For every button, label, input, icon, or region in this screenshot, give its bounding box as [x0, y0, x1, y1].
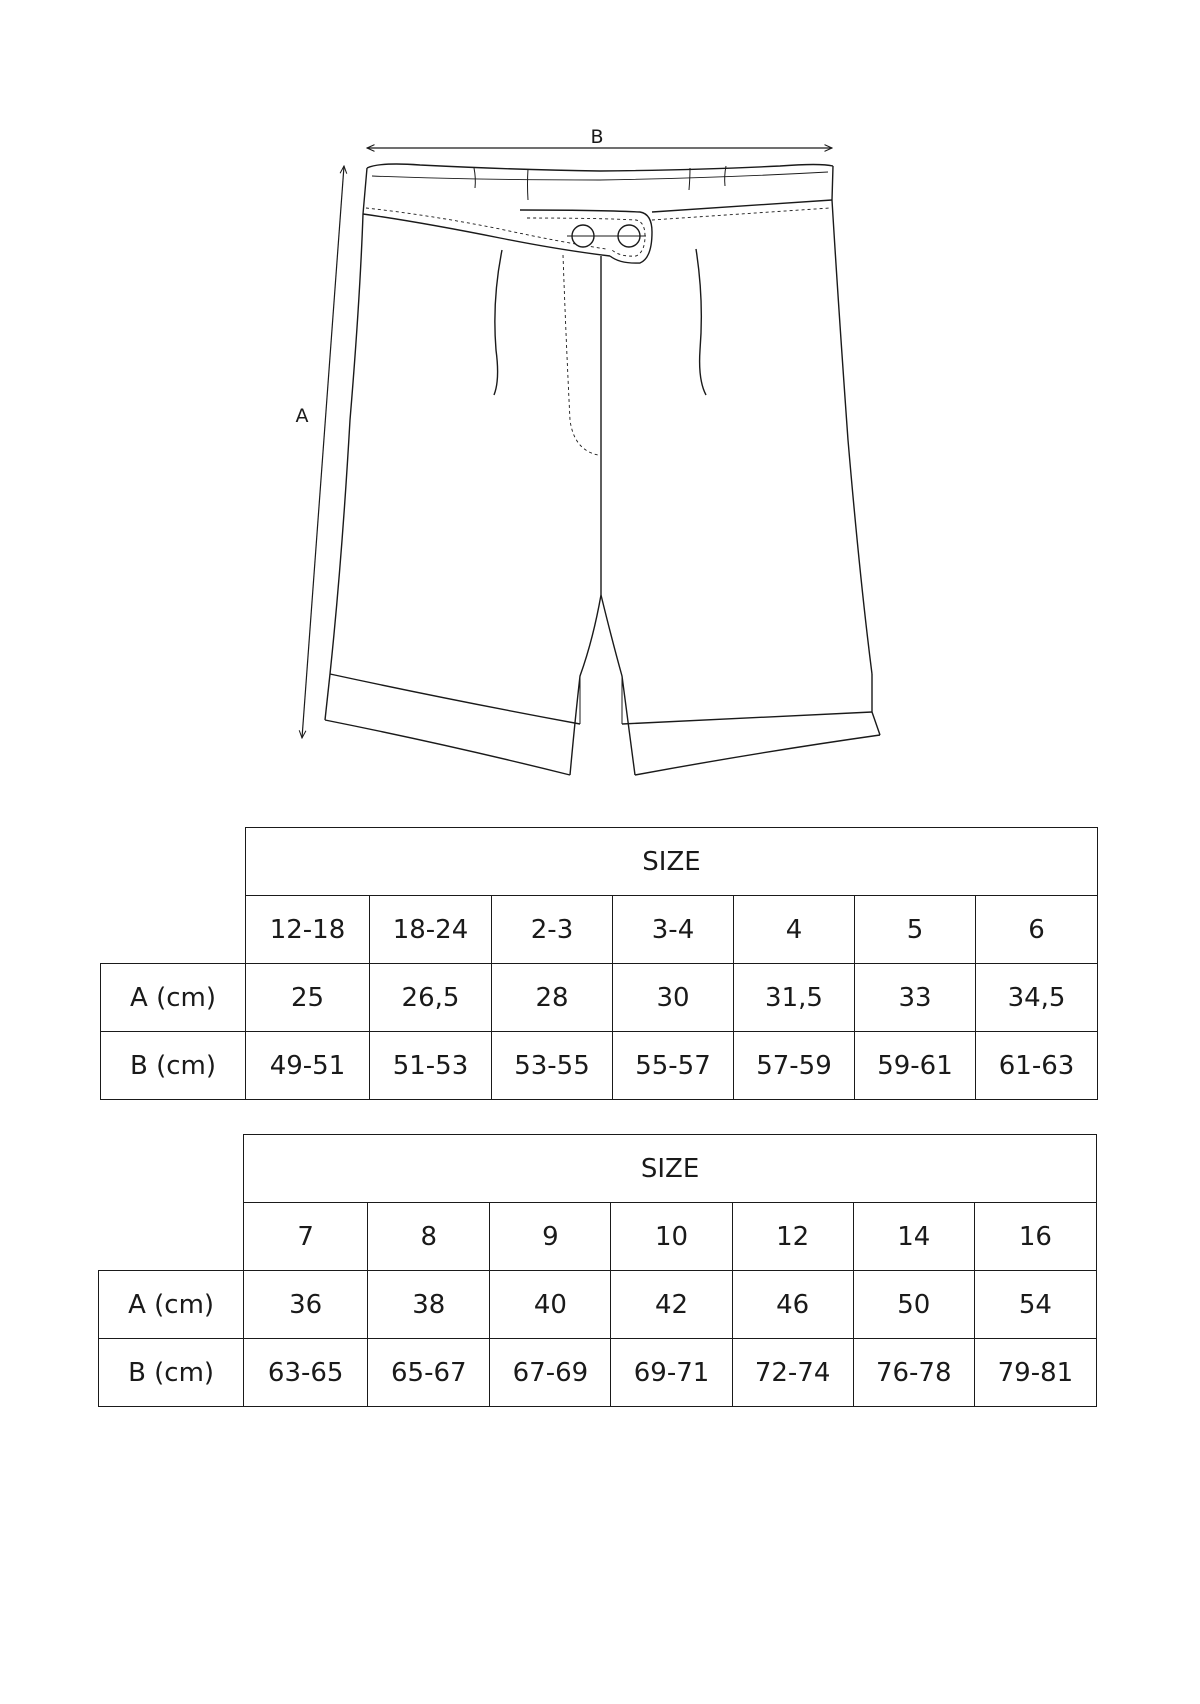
value-cell: 28 — [492, 964, 613, 1032]
value-cell: 54 — [974, 1271, 1096, 1339]
value-cell: 26,5 — [370, 964, 492, 1032]
value-cell: 40 — [490, 1271, 611, 1339]
table-row-sizes — [101, 896, 1098, 964]
value-cell: 76-78 — [853, 1339, 974, 1407]
size-cell: 9 — [490, 1203, 611, 1271]
value-cell: 33 — [855, 964, 976, 1032]
size-cell: 6 — [976, 896, 1098, 964]
row-label: B (cm) — [99, 1339, 244, 1407]
value-cell: 65-67 — [368, 1339, 490, 1407]
size-header: SIZE — [244, 1135, 1097, 1203]
value-cell: 61-63 — [976, 1032, 1098, 1100]
dimension-arrow-a — [302, 166, 344, 738]
size-cell: 3-4 — [613, 896, 734, 964]
size-cell: 16 — [974, 1203, 1096, 1271]
table-row — [99, 1271, 1097, 1339]
size-cell: 2-3 — [492, 896, 613, 964]
value-cell: 69-71 — [611, 1339, 732, 1407]
table-corner — [101, 828, 246, 896]
value-cell: 25 — [246, 964, 370, 1032]
size-cell: 8 — [368, 1203, 490, 1271]
size-cell: 5 — [855, 896, 976, 964]
value-cell: 31,5 — [734, 964, 855, 1032]
size-cell: 7 — [244, 1203, 368, 1271]
value-cell: 42 — [611, 1271, 732, 1339]
size-cell: 10 — [611, 1203, 732, 1271]
table-row-header — [101, 828, 1098, 896]
shorts-outline — [325, 164, 880, 775]
value-cell: 30 — [613, 964, 734, 1032]
size-cell: 4 — [734, 896, 855, 964]
value-cell: 79-81 — [974, 1339, 1096, 1407]
table-row-sizes — [99, 1203, 1097, 1271]
table-corner — [99, 1203, 244, 1271]
size-table-2 — [98, 1134, 1097, 1407]
value-cell: 38 — [368, 1271, 490, 1339]
size-header: SIZE — [246, 828, 1098, 896]
value-cell: 55-57 — [613, 1032, 734, 1100]
table-row — [101, 964, 1098, 1032]
value-cell: 72-74 — [732, 1339, 853, 1407]
size-cell: 14 — [853, 1203, 974, 1271]
size-table-1 — [100, 827, 1098, 1100]
value-cell: 34,5 — [976, 964, 1098, 1032]
row-label: A (cm) — [101, 964, 246, 1032]
value-cell: 49-51 — [246, 1032, 370, 1100]
value-cell: 51-53 — [370, 1032, 492, 1100]
table-corner — [101, 896, 246, 964]
table-row — [101, 1032, 1098, 1100]
dimension-label-b: B — [590, 126, 604, 148]
size-cell: 18-24 — [370, 896, 492, 964]
table-row-header — [99, 1135, 1097, 1203]
dimension-label-a: A — [295, 405, 309, 427]
row-label: A (cm) — [99, 1271, 244, 1339]
shorts-sketch — [0, 0, 1200, 800]
value-cell: 67-69 — [490, 1339, 611, 1407]
value-cell: 53-55 — [492, 1032, 613, 1100]
value-cell: 57-59 — [734, 1032, 855, 1100]
table-row — [99, 1339, 1097, 1407]
value-cell: 36 — [244, 1271, 368, 1339]
size-cell: 12 — [732, 1203, 853, 1271]
value-cell: 46 — [732, 1271, 853, 1339]
value-cell: 63-65 — [244, 1339, 368, 1407]
row-label: B (cm) — [101, 1032, 246, 1100]
value-cell: 50 — [853, 1271, 974, 1339]
size-cell: 12-18 — [246, 896, 370, 964]
table-corner — [99, 1135, 244, 1203]
value-cell: 59-61 — [855, 1032, 976, 1100]
